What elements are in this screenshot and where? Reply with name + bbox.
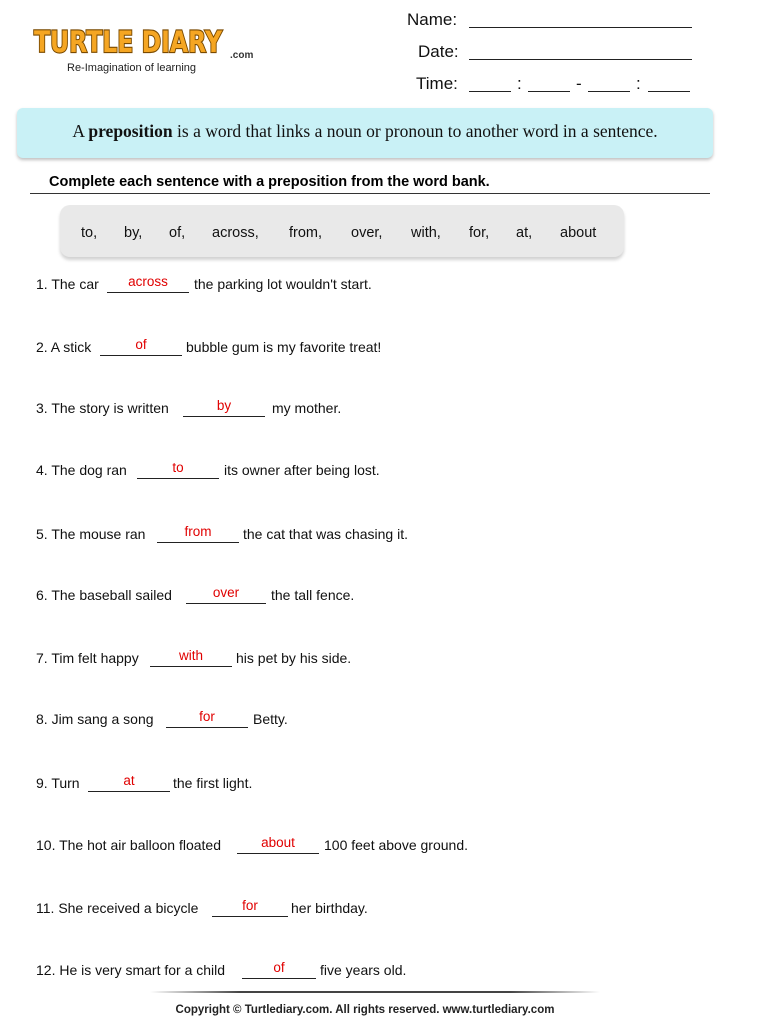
- question-8-after: Betty.: [253, 711, 288, 727]
- question-3-before: 3. The story is written: [36, 400, 169, 416]
- answer-blank-3[interactable]: [183, 416, 265, 417]
- answer-blank-8[interactable]: [166, 727, 248, 728]
- answer-blank-12[interactable]: [242, 978, 316, 979]
- answer-1: across: [128, 274, 168, 289]
- definition-term: preposition: [88, 121, 173, 141]
- name-label: Name:: [407, 10, 458, 29]
- word-bank-item: across,: [212, 225, 259, 241]
- answer-blank-11[interactable]: [212, 916, 288, 917]
- time-field: [416, 74, 458, 94]
- logo-domain-suffix: .com: [230, 50, 254, 61]
- question-11-after: her birthday.: [291, 900, 368, 916]
- word-bank-item: by,: [124, 225, 143, 241]
- instructions: Complete each sentence with a preposition from the word bank.: [49, 174, 490, 190]
- word-bank-item: about: [560, 225, 597, 241]
- word-bank-item: from,: [289, 225, 323, 241]
- question-1-after: the parking lot wouldn't start.: [194, 276, 372, 292]
- time-line-4: [648, 91, 690, 92]
- definition-rest: is a word that links a noun or pronoun to another word in a sentence.: [177, 121, 658, 141]
- time-line-3: [588, 91, 630, 92]
- question-1-before: 1. The car: [36, 276, 99, 292]
- date-label: Date:: [418, 42, 459, 61]
- answer-blank-4[interactable]: [137, 478, 219, 479]
- time-line-1: [469, 91, 511, 92]
- word-bank-item: at,: [516, 225, 533, 241]
- date-field: [418, 42, 459, 62]
- word-bank-item: to,: [81, 225, 98, 241]
- question-8-before: 8. Jim sang a song: [36, 711, 154, 727]
- definition-text: [17, 121, 713, 142]
- logo-wordmark: [30, 20, 230, 62]
- question-5-after: the cat that was chasing it.: [243, 526, 408, 542]
- answer-12: of: [273, 960, 285, 975]
- answer-blank-1[interactable]: [107, 292, 189, 293]
- copyright-footer: Copyright © Turtlediary.com. All rights reserved. www.turtlediary.com: [175, 1004, 555, 1016]
- logo-tagline: Re-Imagination of learning: [67, 62, 197, 74]
- footer-divider: [150, 991, 600, 993]
- name-field: [407, 10, 457, 30]
- answer-6: over: [212, 585, 240, 600]
- time-label: Time:: [416, 74, 458, 93]
- word-bank-item: for,: [469, 225, 490, 241]
- answer-8: for: [199, 709, 215, 724]
- question-4-after: its owner after being lost.: [224, 462, 380, 478]
- question-9-before: 9. Turn: [36, 775, 80, 791]
- answer-blank-9[interactable]: [88, 791, 170, 792]
- answer-9: at: [123, 773, 135, 788]
- question-12-before: 12. He is very smart for a child: [36, 962, 226, 978]
- time-dash: -: [576, 74, 582, 93]
- question-11-before: 11. She received a bicycle: [36, 900, 199, 916]
- word-bank-item: of,: [169, 225, 186, 241]
- answer-2: of: [135, 337, 147, 352]
- answer-11: for: [242, 898, 258, 913]
- answer-5: from: [184, 524, 212, 539]
- question-6-before: 6. The baseball sailed: [36, 587, 172, 603]
- question-7-before: 7. Tim felt happy: [36, 650, 139, 666]
- instructions-divider: [30, 193, 710, 194]
- question-4-before: 4. The dog ran: [36, 462, 127, 478]
- time-colon-1: :: [517, 74, 522, 93]
- turtle-diary-logo: [30, 20, 260, 80]
- question-12-after: five years old.: [320, 962, 407, 978]
- answer-blank-5[interactable]: [157, 542, 239, 543]
- answer-blank-6[interactable]: [186, 603, 266, 604]
- question-10-after: 100 feet above ground.: [324, 837, 469, 853]
- answer-4: to: [172, 460, 184, 475]
- answer-blank-7[interactable]: [150, 666, 232, 667]
- word-bank-item: with,: [411, 225, 441, 241]
- question-7-after: his pet by his side.: [236, 650, 352, 666]
- question-5-before: 5. The mouse ran: [36, 526, 146, 542]
- definition-prefix: A: [72, 121, 84, 141]
- definition-banner: [17, 108, 713, 158]
- question-2-after: bubble gum is my favorite treat!: [186, 339, 382, 355]
- answer-7: with: [178, 648, 203, 663]
- word-bank: [60, 205, 624, 257]
- time-line-2: [528, 91, 570, 92]
- answer-blank-10[interactable]: [237, 853, 319, 854]
- question-2-before: 2. A stick: [36, 339, 92, 355]
- question-3-after: my mother.: [272, 400, 342, 416]
- word-bank-item: over,: [351, 225, 383, 241]
- logo-text: TURTLE DIARY: [34, 25, 223, 59]
- question-10-before: 10. The hot air balloon floated: [36, 837, 221, 853]
- question-9-after: the first light.: [173, 775, 253, 791]
- time-colon-2: :: [636, 74, 641, 93]
- answer-3: by: [216, 398, 232, 413]
- answer-blank-2[interactable]: [100, 355, 182, 356]
- name-line: [469, 27, 692, 28]
- answer-10: about: [261, 835, 295, 850]
- date-line: [469, 59, 692, 60]
- question-6-after: the tall fence.: [271, 587, 355, 603]
